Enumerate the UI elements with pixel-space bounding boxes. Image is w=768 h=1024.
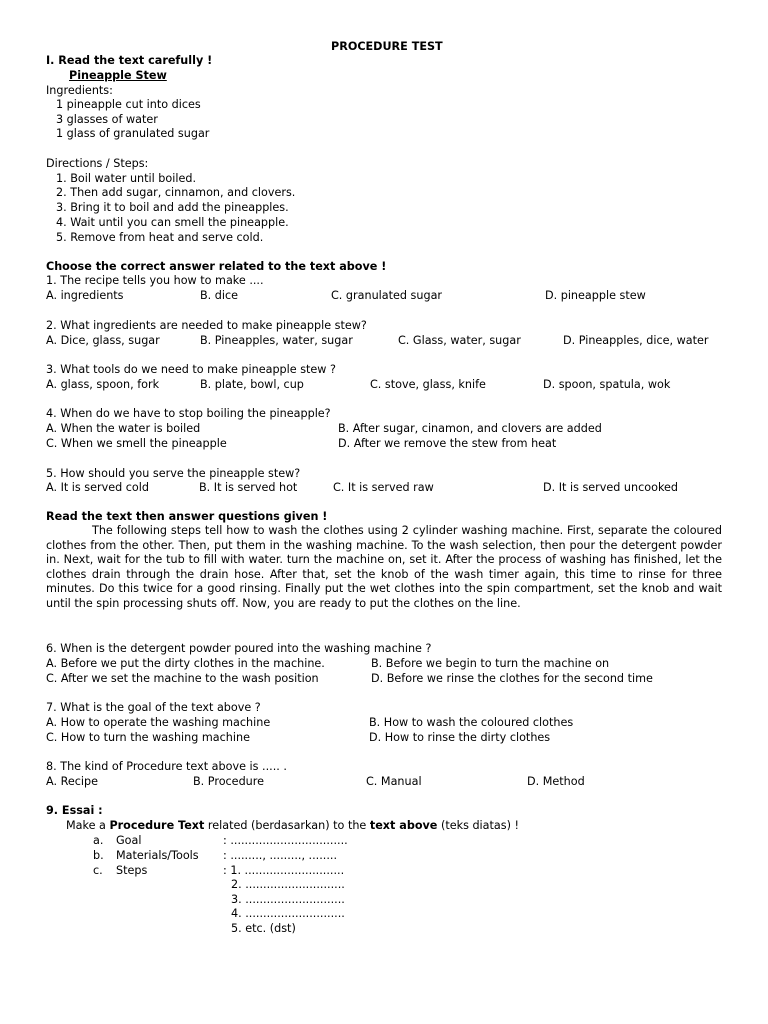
essay-item-label: Materials/Tools — [116, 849, 199, 862]
option-2b: B. Pineapples, water, sugar — [200, 334, 353, 347]
option-7c: C. How to turn the washing machine — [46, 731, 250, 744]
directions-label: Directions / Steps: — [46, 157, 149, 170]
option-4d: D. After we remove the stew from heat — [338, 437, 557, 450]
recipe-title: Pineapple Stew — [69, 69, 167, 82]
direction-step: 5. Remove from heat and serve cold. — [56, 231, 264, 244]
option-2d: D. Pineapples, dice, water — [563, 334, 709, 347]
question-2: 2. What ingredients are needed to make pineapple stew? — [46, 319, 367, 332]
essay-step-blank: 3. ............................ — [231, 893, 345, 906]
option-5d: D. It is served uncooked — [543, 481, 679, 494]
instruction-text: (teks diatas) ! — [437, 819, 520, 832]
passage-text: The following steps tell how to wash the clothes using 2 cylinder washing machine. First, separate the coloured clothes from the other. Then, put them in the washing machine. To the wash selection, then pour the detergent powder in. Next, wait for the tub to fill with water. turn the machine on, set it. After the process of washing has finished, let the clothes drain through the drain hose. After that, set the knob of the wash timer again, this time to rinse for three minutes. Do this twice for a good rinsing. Finally put the wet clothes into the spin compartment, set the knob and wait until the spin processing shuts off. Now, you are ready to put the clothes on the line. — [46, 524, 722, 610]
direction-step: 4. Wait until you can smell the pineapple. — [56, 216, 289, 229]
option-4c: C. When we smell the pineapple — [46, 437, 227, 450]
question-3: 3. What tools do we need to make pineapple stew ? — [46, 363, 336, 376]
ingredient-item: 1 pineapple cut into dices — [56, 98, 201, 111]
ingredients-label: Ingredients: — [46, 84, 113, 97]
option-5b: B. It is served hot — [199, 481, 298, 494]
direction-step: 1. Boil water until boiled. — [56, 172, 196, 185]
option-6c: C. After we set the machine to the wash position — [46, 672, 319, 685]
ingredient-item: 1 glass of granulated sugar — [56, 127, 210, 140]
option-8a: A. Recipe — [46, 775, 98, 788]
instruction-text: Make a — [66, 819, 110, 832]
option-7d: D. How to rinse the dirty clothes — [369, 731, 551, 744]
question-7: 7. What is the goal of the text above ? — [46, 701, 261, 714]
question-4: 4. When do we have to stop boiling the pineapple? — [46, 407, 331, 420]
option-8c: C. Manual — [366, 775, 422, 788]
essay-item-label: Steps — [116, 864, 148, 877]
option-3b: B. plate, bowl, cup — [200, 378, 304, 391]
option-1b: B. dice — [200, 289, 239, 302]
direction-step: 2. Then add sugar, cinnamon, and clovers. — [56, 186, 296, 199]
option-1c: C. granulated sugar — [331, 289, 443, 302]
option-5c: C. It is served raw — [333, 481, 434, 494]
instruction-text: related (berdasarkan) to the — [204, 819, 370, 832]
essay-step-blank: 5. etc. (dst) — [231, 922, 296, 935]
question-1: 1. The recipe tells you how to make .... — [46, 274, 264, 287]
essay-instruction — [66, 819, 519, 833]
mc-heading: Choose the correct answer related to the text above ! — [46, 260, 387, 273]
essay-step-blank: 4. ............................ — [231, 907, 345, 920]
essay-step-blank: 2. ............................ — [231, 878, 345, 891]
option-4b: B. After sugar, cinamon, and clovers are added — [338, 422, 602, 435]
option-2a: A. Dice, glass, sugar — [46, 334, 160, 347]
essay-item-letter: a. — [93, 834, 104, 847]
essay-item-label: Goal — [116, 834, 142, 847]
option-7b: B. How to wash the coloured clothes — [369, 716, 574, 729]
direction-step: 3. Bring it to boil and add the pineapples. — [56, 201, 289, 214]
option-6a: A. Before we put the dirty clothes in the machine. — [46, 657, 325, 670]
reading-heading: Read the text then answer questions given ! — [46, 510, 328, 523]
option-2c: C. Glass, water, sugar — [398, 334, 521, 347]
page-title: PROCEDURE TEST — [331, 40, 443, 53]
ingredient-item: 3 glasses of water — [56, 113, 158, 126]
option-1a: A. ingredients — [46, 289, 124, 302]
instruction-bold: Procedure Text — [109, 819, 205, 832]
option-3c: C. stove, glass, knife — [370, 378, 486, 391]
question-8: 8. The kind of Procedure text above is ..... . — [46, 760, 287, 773]
section-heading: I. Read the text carefully ! — [46, 54, 213, 67]
essay-item-blank: : ................................. — [223, 834, 348, 847]
option-5a: A. It is served cold — [46, 481, 149, 494]
question-6: 6. When is the detergent powder poured into the washing machine ? — [46, 642, 432, 655]
option-3a: A. glass, spoon, fork — [46, 378, 160, 391]
question-5: 5. How should you serve the pineapple stew? — [46, 467, 301, 480]
essay-heading: 9. Essai : — [46, 804, 103, 817]
option-8d: D. Method — [527, 775, 585, 788]
reading-passage — [46, 524, 722, 612]
option-6b: B. Before we begin to turn the machine on — [371, 657, 610, 670]
essay-item-letter: b. — [93, 849, 104, 862]
option-3d: D. spoon, spatula, wok — [543, 378, 671, 391]
option-7a: A. How to operate the washing machine — [46, 716, 271, 729]
essay-item-letter: c. — [93, 864, 103, 877]
option-6d: D. Before we rinse the clothes for the second time — [371, 672, 653, 685]
essay-item-blank: : ........., ........., ........ — [223, 849, 338, 862]
essay-item-blank: : 1. ............................ — [223, 864, 345, 877]
option-8b: B. Procedure — [193, 775, 264, 788]
option-4a: A. When the water is boiled — [46, 422, 201, 435]
option-1d: D. pineapple stew — [545, 289, 646, 302]
instruction-bold: text above — [369, 819, 438, 832]
